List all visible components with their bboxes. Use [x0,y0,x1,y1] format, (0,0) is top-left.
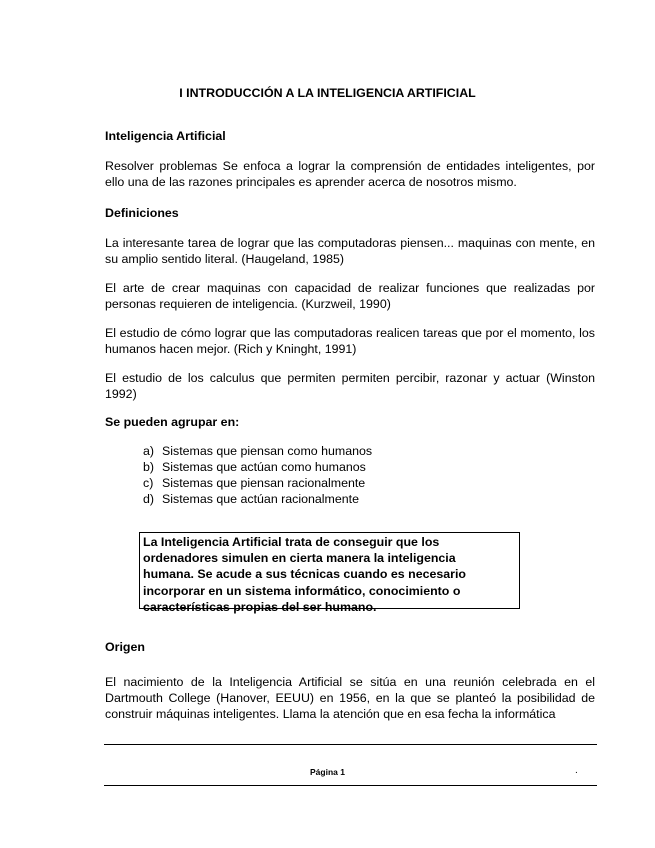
list-marker: a) [143,444,155,458]
box-line: humana. Se acude a sus técnicas cuando es necesario [143,567,466,582]
list-text: Sistemas que piensan como humanos [162,444,373,458]
heading-agrupar: Se pueden agrupar en: [105,415,240,429]
definition-1: La interesante tarea de lograr que las computadoras piensen... maquinas con mente, en su amplio sentido literal. (Haugeland, 1985) [105,236,595,266]
paragraph-intro: Resolver problemas Se enfoca a lograr la comprensión de entidades inteligentes, por ello una de las razones principales es aprender acerca de nosotros mismo. [105,159,595,189]
box-line: ordenadores simulen en cierta manera la inteligencia [143,551,456,566]
box-line: características propias del ser humano. [143,599,377,614]
box-line: La Inteligencia Artificial trata de conseguir que los [143,535,440,549]
footer-top-rule [104,744,597,745]
box-line: incorporar en un sistema informático, conocimiento o [143,583,461,598]
list-marker: d) [143,492,155,506]
list-item [143,459,372,475]
definition-4: El estudio de los calculus que permiten permiten percibir, razonar y actuar (Winston 1992) [105,371,595,401]
footer-mark: . [575,765,578,776]
list-item [143,491,372,507]
page-number: Página 1 [310,767,345,777]
list-text: Sistemas que piensan racionalmente [162,476,366,490]
page-title: I INTRODUCCIÓN A LA INTELIGENCIA ARTIFICIAL [179,86,476,100]
list-item [143,443,372,459]
list-marker: b) [143,460,155,474]
paragraph-origen: El nacimiento de la Inteligencia Artificial se sitúa en una reunión celebrada en el Dartmouth College (Hanover, EEUU) en 1956, en la que se planteó la posibilidad de construir máquinas inteligentes. Llama la atención que en esa fecha la informática [105,675,595,721]
heading-origen: Origen [105,640,145,654]
heading-inteligencia-artificial: Inteligencia Artificial [105,129,226,143]
list-marker: c) [143,476,154,490]
highlight-box [139,532,520,614]
list-text: Sistemas que actúan como humanos [162,460,366,474]
footer-bottom-rule [104,785,597,786]
heading-definiciones: Definiciones [105,206,179,220]
category-list [143,443,372,507]
list-item [143,475,372,491]
definition-3: El estudio de cómo lograr que las computadoras realicen tareas que por el momento, los humanos hacen mejor. (Rich y Kninght, 1991) [105,326,595,356]
list-text: Sistemas que actúan racionalmente [162,492,359,506]
definition-2: El arte de crear maquinas con capacidad de realizar funciones que realizadas por personas requieren de inteligencia. (Kurzweil, 1990) [105,281,595,311]
